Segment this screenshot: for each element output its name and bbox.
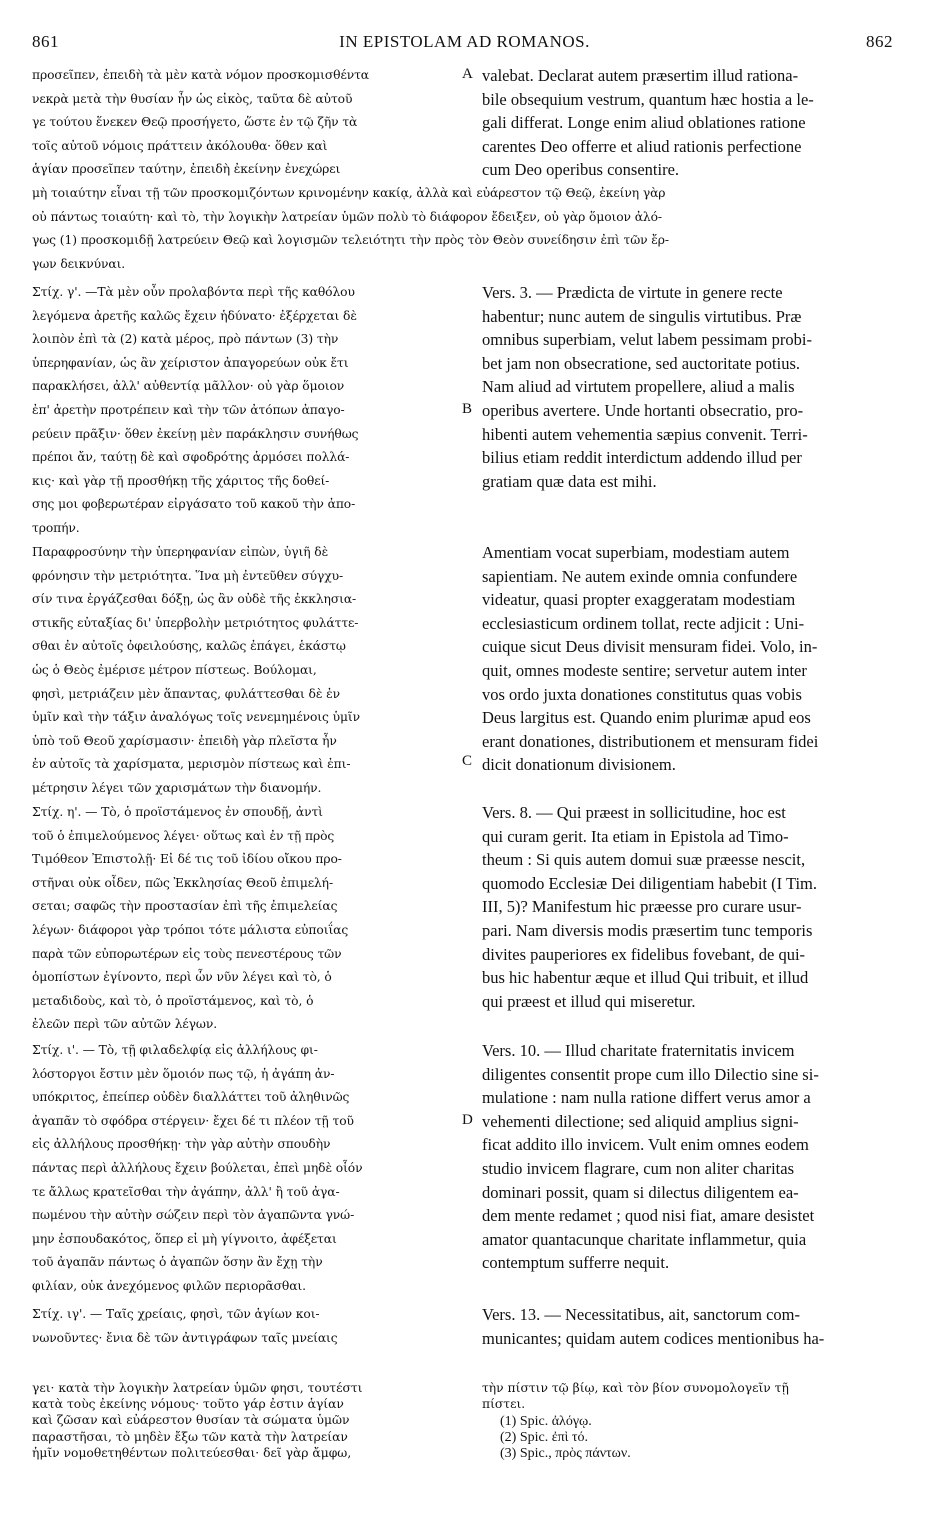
latin-verse-8: Vers. 8. — Qui præest in sollicitudine, hoc est qui curam gerit. Ita etiam in Epistola ad Timo- theum : Si quis autem domui suæ præesse nescit, quomodo Ecclesiæ Dei diligentiam habebit (I Tim. III, 5)? Manifestum hic præesse pro curare usur- pari. Nam diversis modis præsertim tunc temporis divites pauperiores ex fidelibus fovebant, de qui- bus hic habentur æque et illud Qui tribuit, et illud qui præest et illud qui miseretur. — [482, 803, 818, 1011]
latin-verse-3: Vers. 3. — Prædicta de virtute in genere recte habentur; nunc autem de singulis virtutibus. Præ omnibus superbiam, velut labem pessimam probi- bet jam non obsecratione, sed auctoritate potius. Nam aliud ad virtutem propellere, aliud a malis operibus avertere. Unde hortanti obsecratio, pro- hibenti autem vehementia sæpius convenit. Terri- bilius etiam reddit interdictum addendo illud per gratiam quæ data est mihi. — [482, 283, 812, 491]
greek-full-width-paragraph: μὴ τοιαύτην εἶναι τῇ τῶν προσκομιζόντων κρινομένην κακίᾳ, ἀλλὰ καὶ εὐάρεστον τῷ Θεῷ, ἐκείνη γὰρ οὐ πάντως τοιαύτη· καὶ τὸ, τὴν λογικὴν λατρείαν ὑμῶν πολὺ τὸ διάφορον ἔδειξεν, οὐ γὰρ ὅμοιον ἀλό- γως (1) προσκομιδῇ λατρεύειν Θεῷ καὶ λογισμῶν τελειότητι τὴν πρὸς τὸν Θεὸν συνείδησιν ἐπὶ τῶν ἔρ- γων δεικνύναι. — [32, 186, 669, 271]
greek-verse-10: Στίχ. ι'. — Τὸ, τῇ φιλαδελφίᾳ εἰς ἀλλήλους φι- λόστοργοι ἔστιν μὲν ὅμοιόν πως τῷ, ἡ ἀγάπη ἀν- υπόκριτος, ἐπείπερ οὐδὲν διαλλάττει τοῦ ἀληθινῶς ἀγαπᾶν τὸ σφόδρα στέργειν· ἔχει δέ τι πλέον τῇ τοῦ εἰς ἀλλήλους προσθήκῃ· τὴν γὰρ αὐτὴν σπουδὴν πάντας περὶ ἀλλήλους ἔχειν βούλεται, ἐπεὶ μηδὲ οἷόν τε ἄλλως κρατεῖσθαι τὴν ἀγάπην, ἀλλ' ἢ τοῦ ἀγα- πωμένου τὴν αὐτὴν σώζειν περὶ τὸν ἀγαπῶντα γνώ- μην ἐσπουδακότος, ὅπερ εἰ μὴ γίγνοιτο, ἀφέξεται τοῦ ἀγαπᾶν πάντως ὁ ἀγαπῶν ὅσην ἂν ἔχῃ τὴν φιλίαν, οὐκ ἀνεχόμενος φιλῶν περιορᾶσθαι. — [32, 1043, 363, 1293]
latin-verse-13: Vers. 13. — Necessitatibus, ait, sanctorum com- municantes; quidam autem codices mentionibus ha- — [482, 1305, 825, 1348]
footnote-1: (1) Spic. ἀλόγῳ. — [500, 1414, 592, 1429]
latin-verse-10: Vers. 10. — Illud charitate fraternitatis invicem diligentes consentit prope cum illo Dilectio sine si- mulatione : nam nulla ratione differt verus amor a vehementi dilectione; sed aliquid amplius signi- ficat addito illo invicem. Vult enim omnes eodem studio invicem flagrare, cum non aliter charitas dominari possit, quam si dilectus diligentem ea- dem mente redamet ; quod nisi fiat, amare desistet amator quantacunque charitate inflammetur, quia contemptum sufferre nequit. — [482, 1041, 819, 1273]
footnote-greek-left: γει· κατὰ τὴν λογικὴν λατρείαν ὑμῶν φησι, τουτέστι κατὰ τοὺς ἐκείνης νόμους· τοῦτο γάρ ἐστιν ἁγίαν καὶ ζῶσαν καὶ εὐάρεστον θυσίαν τὰ σώματα ὑμῶν παραστῆσαι, τὸ μηδὲν ἔξω τῶν κατὰ τὴν λατρείαν ἡμῖν νομοθετηθέντων πολιτεύεσθαι· δεῖ γὰρ ἄμφω, — [32, 1381, 363, 1460]
greek-verse-3: Στίχ. γ'. —Τὰ μὲν οὖν προλαβόντα περὶ τῆς καθόλου λεγόμενα ἀρετῆς καλῶς ἔχειν ἡδύνατο· ἐξέρχεται δὲ λοιπὸν ἐπὶ τὰ (2) κατὰ μέρος, πρὸ πάντων (3) τὴν ὑπερηφανίαν, ὡς ἂν χείριστον ἀπαγορεύων οὐκ ἔτι παρακλήσει, ἀλλ' αὐθεντίᾳ μᾶλλον· οὐ γὰρ ὅμοιον ἐπ' ἀρετὴν προτρέπειν καὶ τὴν τῶν ἀτόπων ἀπαγο- ρεύειν πρᾶξιν· ὅθεν ἐκείνῃ μὲν παράκλησιν συνήθως πρέποι ἄν, ταύτῃ δὲ καὶ σφοδρότης ἁρμόσει πολλά- κις· καὶ γὰρ τῇ προσθήκῃ τῆς χάριτος τῆς δοθεί- σης μοι φοβερωτέραν εἰργάσατο τοῦ κακοῦ τὴν ἀπο- τροπήν. — [32, 285, 359, 535]
running-title: IN EPISTOLAM AD ROMANOS. — [339, 32, 590, 51]
margin-letter-b: B — [462, 401, 473, 417]
footnote-greek-right: τὴν πίστιν τῷ βίῳ, καὶ τὸν βίον συνομολογεῖν τῇ πίστει. — [482, 1381, 789, 1412]
greek-top-paragraph: προσεῖπεν, ἐπειδὴ τὰ μὲν κατὰ νόμον προσκομισθέντα νεκρὰ μετὰ τὴν θυσίαν ἦν ὡς εἰκὸς, ταῦτα δὲ αὐτοῦ γε τούτου ἕνεκεν Θεῷ προσήγετο, ὥστε ἐν τῷ ζῆν τὰ τοῖς αὐτοῦ νόμοις πράττειν ἀκόλουθα· ὅθεν καὶ ἁγίαν προσεῖπεν ταύτην, ἐπειδὴ ἐκείνην ἐνεχώρει — [32, 68, 370, 177]
margin-letter-d: D — [462, 1112, 473, 1128]
margin-letter-a: A — [462, 66, 473, 82]
right-page-number: 862 — [866, 32, 893, 51]
latin-amentia-paragraph: Amentiam vocat superbiam, modestiam autem sapientiam. Ne autem exinde omnia confundere videatur, quasi propter exaggeratam modestiam ecclesiasticum ordinem tollat, recte adjicit : Uni- cuique sicut Deus divisit mensuram fidei. Volo, in- quit, omnes modeste sentire; servetur autem inter vos ordo juxta donationes constitutus quas vobis Deus largitus est. Quando enim plurimæ apud eos erant donationes, distributionem et mensuram fidei dicit donationum divisionem. — [482, 543, 819, 775]
left-page-number: 861 — [32, 32, 59, 51]
greek-paraphrasis-paragraph: Παραφροσύνην τὴν ὑπερηφανίαν εἰπὼν, ὑγιῆ δὲ φρόνησιν τὴν μετριότητα. Ἵνα μὴ ἐντεῦθεν σύγχυ- σίν τινα ἐργάζεσθαι δόξῃ, ὡς ἂν οὐδὲ τῆς ἐκκλησια- στικῆς εὐταξίας δι' ὑπερβολὴν μετριότητος φυλάττε- σθαι ἐν αὐτοῖς ὀφειλούσης, καλῶς ἐπάγει, ἑκάστῳ ὡς ὁ Θεὸς ἐμέρισε μέτρον πίστεως. Βούλομαι, φησὶ, μετριάζειν μὲν ἅπαντας, φυλάττεσθαι δὲ ἐν ὑμῖν καὶ τὴν τάξιν ἀναλόγως τοῖς νενεμημένοις ὑμῖν ὑπὸ τοῦ Θεοῦ χαρίσμασιν· ἐπειδὴ γὰρ πλεῖστα ἦν ἐν αὐτοῖς τὰ χαρίσματα, μερισμὸν πίστεως καὶ ἐπι- μέτρησιν λέγει τῶν χαρισμάτων τὴν διανομήν. — [32, 545, 360, 795]
footnote-3: (3) Spic., πρὸς πάντων. — [500, 1446, 631, 1461]
greek-verse-13: Στίχ. ιγ'. — Ταῖς χρείαις, φησὶ, τῶν ἁγίων κοι- νωνοῦντες· ἔνια δὲ τῶν ἀντιγράφων ταῖς μνείαις — [32, 1307, 338, 1345]
margin-letter-c: C — [462, 753, 473, 769]
greek-verse-8: Στίχ. η'. — Τὸ, ὁ προϊστάμενος ἐν σπουδῇ, ἀντὶ τοῦ ὁ ἐπιμελούμενος λέγει· οὕτως καὶ ἐν τῇ πρὸς Τιμόθεον Ἐπιστολῇ· Εἰ δέ τις τοῦ ἰδίου οἴκου προ- στῆναι οὐκ οἶδεν, πῶς Ἐκκλησίας Θεοῦ ἐπιμελή- σεται; σαφῶς τὴν προστασίαν ἐπὶ τῆς ἐπιμελείας λέγων· διάφοροι γὰρ τρόποι τότε μάλιστα εὐποιΐας παρὰ τῶν εὐπορωτέρων εἰς τοὺς πενεστέρους τῶν ὁμοπίστων ἐγίνοντο, περὶ ὧν νῦν λέγει καὶ τὸ, ὁ μεταδιδοὺς, καὶ τὸ, ὁ προϊστάμενος, καὶ τὸ, ὁ ἐλεῶν περὶ τῶν αὐτῶν λέγων. — [32, 805, 349, 1032]
footnote-2: (2) Spic. ἐπὶ τό. — [500, 1430, 589, 1445]
latin-top-paragraph: valebat. Declarat autem præsertim illud rationa- bile obsequium vestrum, quantum hæc hostia a le- gali differat. Longe enim aliud oblationes ratione carentes Deo offerre et aliud rationis perfectione cum Deo operibus consentire. — [482, 66, 814, 180]
